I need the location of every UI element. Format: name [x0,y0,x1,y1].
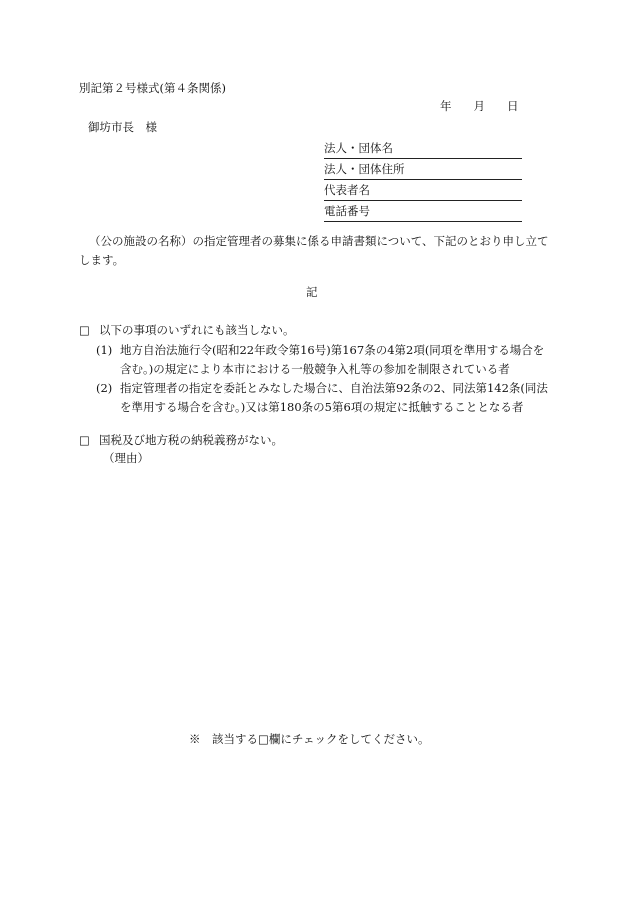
check-item-1 [79,324,295,338]
date-month: 月 [473,99,485,113]
checkbox-item-1[interactable]: □ [79,323,90,337]
date-day: 日 [507,99,519,113]
subitem-2-line1: 指定管理者の指定を委託とみなした場合に、自治法第92条の2、同法第142条(同法 [120,381,548,395]
check-item-2 [79,434,283,448]
date-year: 年 [440,99,452,113]
reason-label: （理由） [103,451,149,465]
applicant-field-representative: 代表者名 [324,180,522,201]
subitem-1 [96,341,556,379]
subitem-1-line2: 含む。)の規定により本市における一般競争入札等の参加を制限されている者 [120,362,510,376]
form-number: 別記第２号様式(第４条関係) [79,81,226,95]
section-heading: 記 [306,285,318,299]
subitem-1-number: (1) [96,343,113,357]
date-line [440,100,519,114]
subitem-2-number: (2) [96,381,113,395]
subitem-2 [96,379,556,417]
check-item-2-text: 国税及び地方税の納税義務がない。 [99,433,283,447]
addressee: 御坊市長 様 [88,120,157,134]
checkbox-item-2[interactable]: □ [79,433,90,447]
applicant-field-phone: 電話番号 [324,201,522,222]
applicant-field-org-name: 法人・団体名 [324,138,522,159]
subitem-2-line2: を準用する場合を含む。)又は第180条の5第6項の規定に抵触することとなる者 [120,400,524,414]
footnote: ※ 該当する□欄にチェックをしてください。 [189,732,430,746]
check-item-1-text: 以下の事項のいずれにも該当しない。 [99,323,295,337]
applicant-field-org-address: 法人・団体住所 [324,159,522,180]
applicant-block [324,138,522,222]
intro-paragraph: （公の施設の名称）の指定管理者の募集に係る申請書類について、下記のとおり申し立てします。 [79,234,549,267]
subitem-1-line1: 地方自治法施行令(昭和22年政令第16号)第167条の4第2項(同項を準用する場合を [120,343,545,357]
